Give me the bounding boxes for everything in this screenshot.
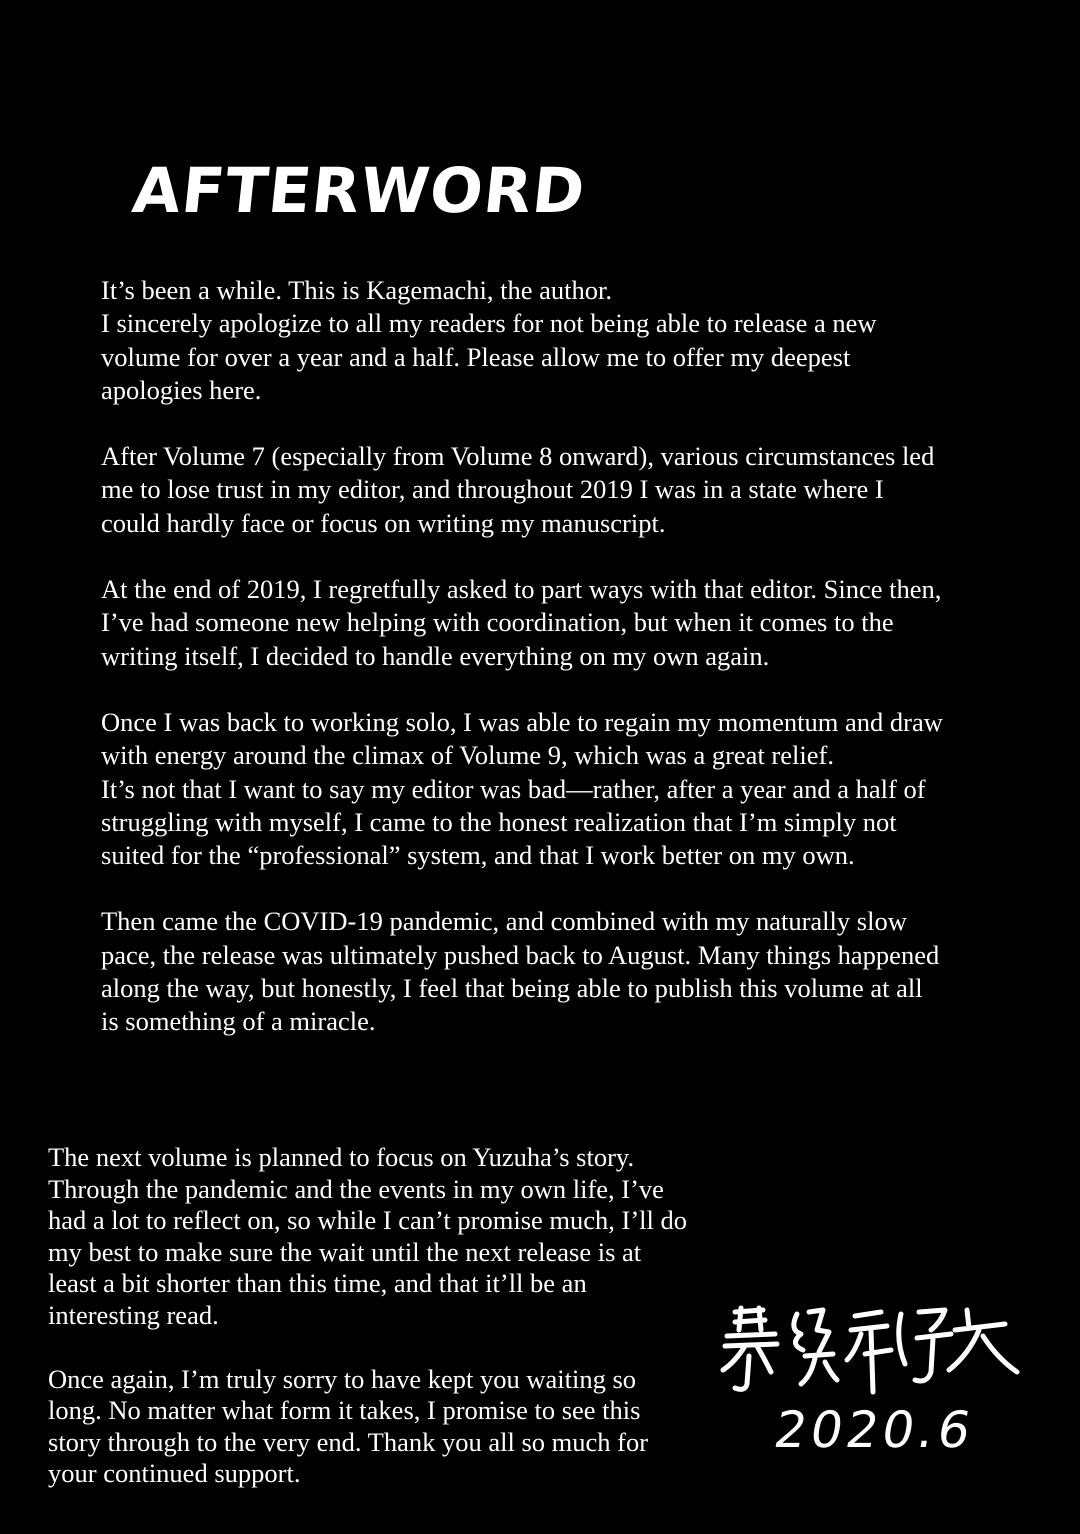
paragraph: At the end of 2019, I regretfully asked to part ways with that editor. Since then, I’ve had someone new helping with coordination, but when it comes to the writing itself, I decided to handle everything on my own again. [101,574,942,671]
signature-scribble-icon [705,1300,1025,1410]
signature-date: 2020.6 [769,1401,980,1459]
closing-body [48,1142,728,1490]
paragraph: Once I was back to working solo, I was able to regain my momentum and draw with energy around the climax of Volume 9, which was a great relief. It’s not that I want to say my editor was bad—rather, after a year and a half of struggling with myself, I came to the honest realization that I’m simply not suited for the “professional” system, and that I work better on my own. [101,706,943,871]
paragraph: After Volume 7 (especially from Volume 8 onward), various circumstances led me to lose trust in my editor, and throughout 2019 I was in a state where I could hardly face or focus on writing my manuscript. [101,441,935,538]
paragraph: The next volume is planned to focus on Yuzuha’s story. Through the pandemic and the events in my own life, I’ve had a lot to reflect on, so while I can’t promise much, I’ll do my best to make sure the wait until the next release is at least a bit shorter than this time, and that it’ll be an interesting read. [48,1142,688,1330]
main-body [101,274,1031,1039]
page-title: AFTERWORD [129,154,589,227]
paragraph: Then came the COVID-19 pandemic, and combined with my naturally slow pace, the release was ultimately pushed back to August. Many things happened along the way, but honestly, I feel that being able to publish this volume at all is something of a miracle. [101,906,940,1037]
paragraph: Once again, I’m truly sorry to have kept you waiting so long. No matter what form it takes, I promise to see this story through to the very end. Thank you all so much for your continued support. [48,1363,649,1489]
paragraph: It’s been a while. This is Kagemachi, the author. I sincerely apologize to all my readers for not being able to release a new volume for over a year and a half. Please allow me to offer my deepest apologies here. [101,275,877,405]
